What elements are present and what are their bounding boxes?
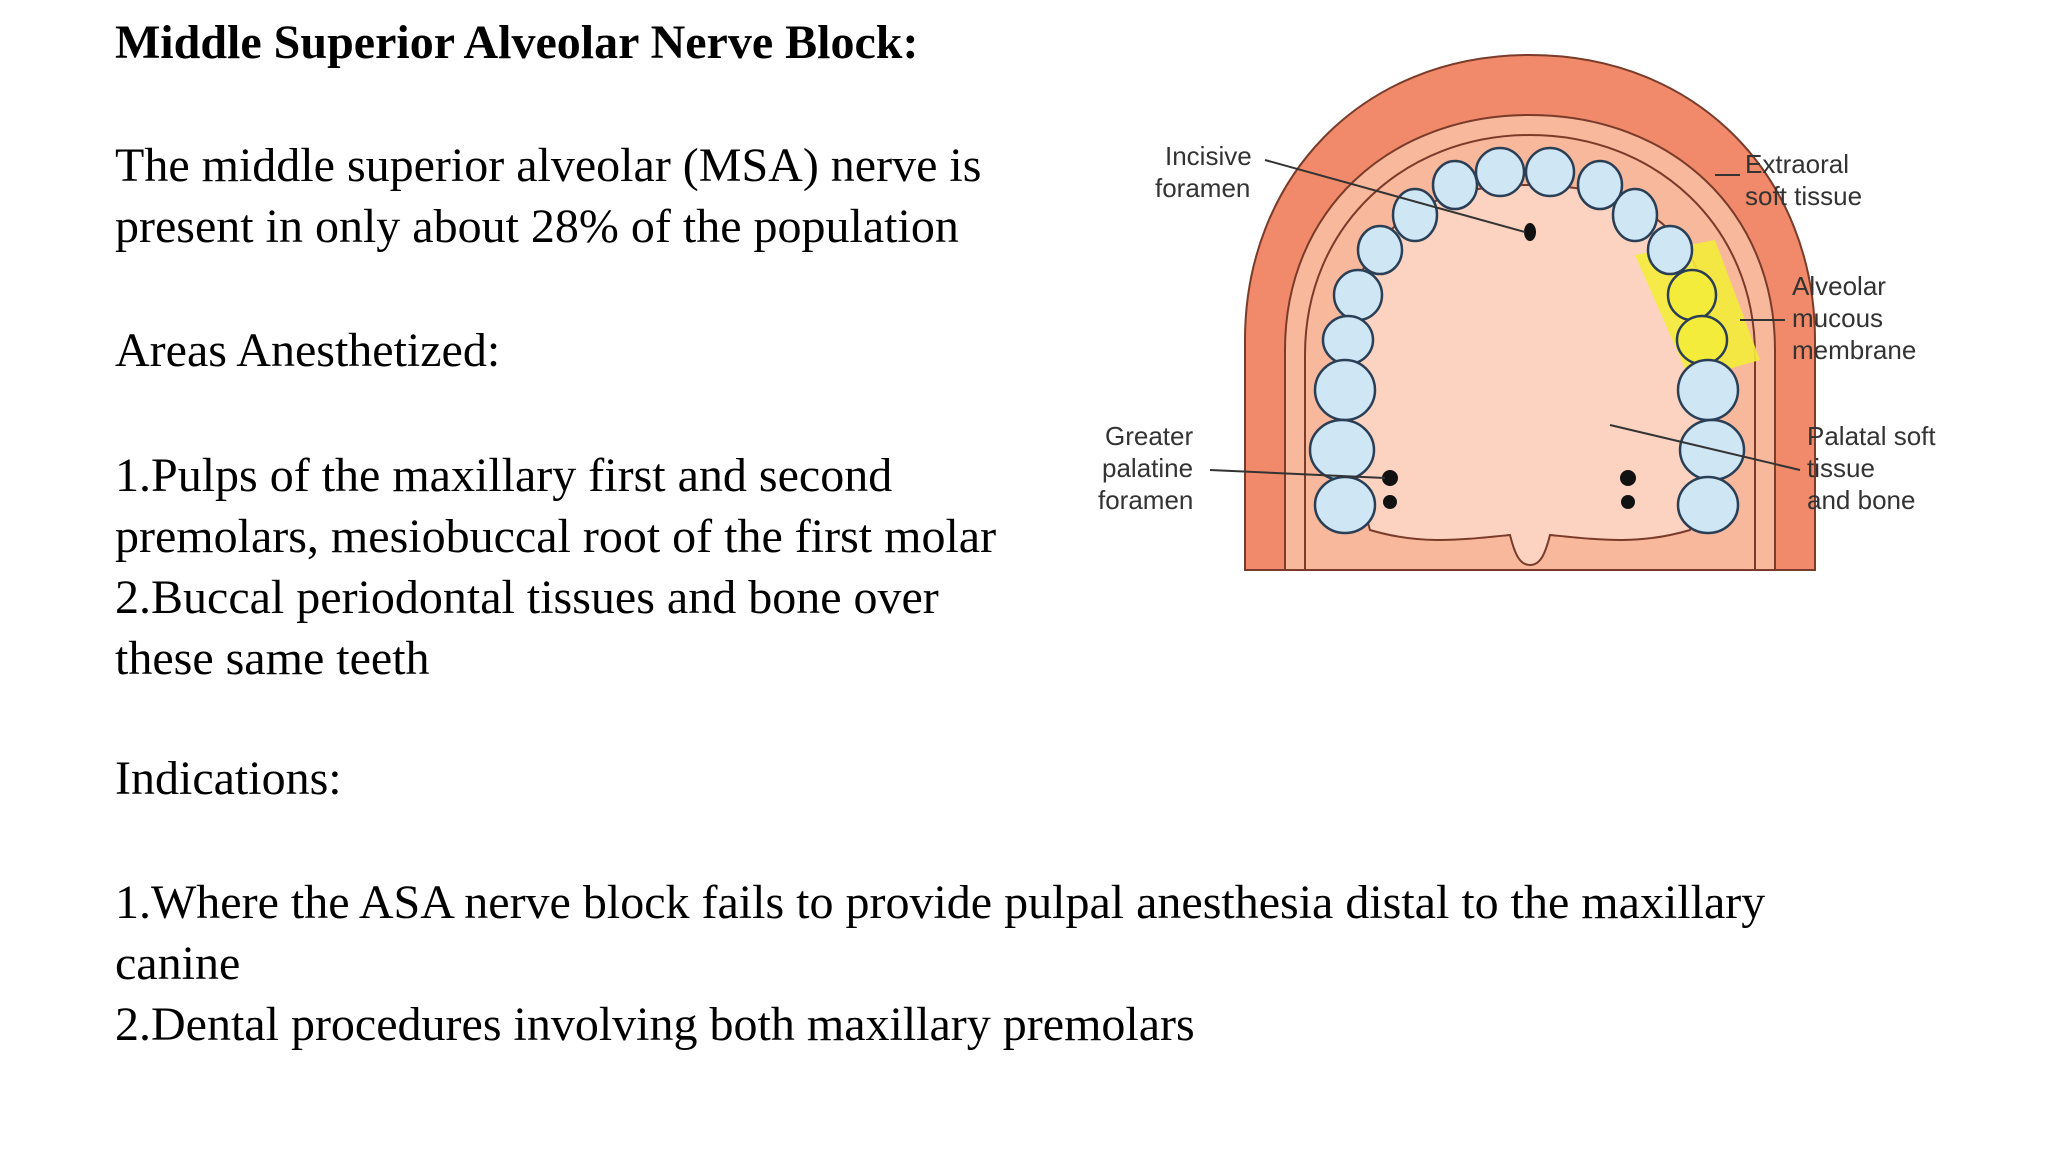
tooth [1526,148,1574,196]
tooth [1648,226,1692,274]
tooth [1358,226,1402,274]
greater-palatine-foramen-right [1620,470,1636,486]
tooth [1476,148,1524,196]
tooth-highlighted [1668,270,1716,320]
tooth [1310,420,1374,480]
tooth [1334,270,1382,320]
label-greater-3: foramen [1098,485,1194,515]
label-greater-1: Greater [1105,421,1194,451]
tooth [1678,477,1738,533]
tooth [1315,477,1375,533]
tooth [1433,161,1477,209]
label-alveolar-2: mucous [1792,303,1884,333]
label-extraoral-2: soft tissue [1745,181,1863,211]
label-palatal-2: tissue [1807,453,1875,483]
maxillary-arch-diagram [1080,40,1980,600]
label-alveolar-1: Alveolar [1792,271,1886,301]
areas-item-1-line-2: premolars, mesiobuccal root of the first molar [115,510,997,563]
intro-paragraph [115,135,1075,257]
tooth [1613,189,1657,241]
tooth [1323,316,1373,364]
indications-heading: Indications: [115,752,342,805]
label-palatal-3: and bone [1807,485,1916,515]
tooth [1315,360,1375,420]
indications-item-2-line-1: 2.Dental procedures involving both maxillary premolars [115,998,1195,1051]
label-greater-2: palatine [1102,453,1194,483]
label-incisive-2: foramen [1155,173,1251,203]
incisive-foramen [1524,223,1536,241]
indications-item-1-line-2: canine [115,937,241,990]
label-alveolar-3: membrane [1792,335,1917,365]
areas-list [115,445,1115,689]
page-title: Middle Superior Alveolar Nerve Block: [115,16,919,69]
areas-heading: Areas Anesthetized: [115,324,501,377]
indications-item-1-line-1: 1.Where the ASA nerve block fails to provide pulpal anesthesia distal to the maxillary [115,876,1766,929]
tooth [1678,360,1738,420]
areas-item-2-line-1: 2.Buccal periodontal tissues and bone over [115,571,939,624]
intro-line-2: present in only about 28% of the population [115,200,959,253]
label-incisive-1: Incisive [1165,141,1252,171]
lesser-palatine-foramen-left [1383,495,1397,509]
areas-item-1-line-1: 1.Pulps of the maxillary first and second [115,449,893,502]
indications-list [115,872,2015,1055]
label-extraoral-1: Extraoral [1745,149,1850,179]
label-palatal-1: Palatal soft [1807,421,1936,451]
tooth-highlighted [1677,316,1727,364]
lesser-palatine-foramen-right [1621,495,1635,509]
intro-line-1: The middle superior alveolar (MSA) nerve is [115,139,982,192]
areas-item-2-line-2: these same teeth [115,632,430,685]
